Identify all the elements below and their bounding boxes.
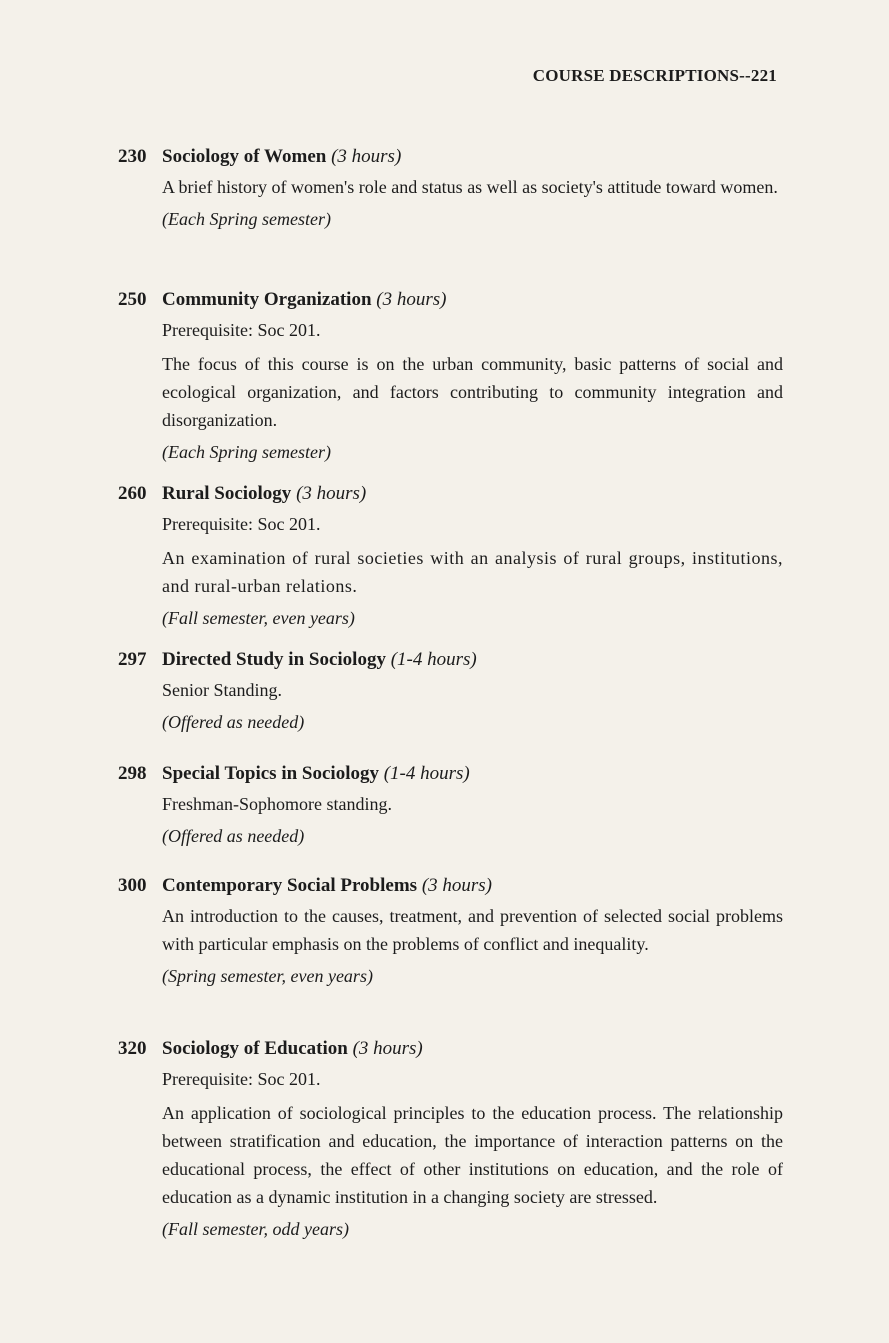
course-number: 297 (118, 649, 147, 670)
course-heading (118, 646, 783, 674)
course-offered: (Spring semester, even years) (162, 966, 373, 986)
course-description: An application of sociological principles to the education process. The relationship between stratification and education, the importance of interaction patterns on the educational process, the effect of other institutions on education, and the role of education as a dynamic institution in a changing society are stressed. (162, 1103, 783, 1207)
course-offered: (Each Spring semester) (162, 442, 331, 462)
course-offered: (Fall semester, odd years) (162, 1219, 349, 1239)
course-title: Sociology of Education (162, 1038, 348, 1059)
course-hours: (3 hours) (352, 1038, 423, 1059)
course-entry (118, 646, 783, 736)
course-title: Special Topics in Sociology (162, 763, 379, 784)
course-heading (118, 760, 783, 788)
course-prerequisite: Prerequisite: Soc 201. (162, 514, 321, 534)
course-offered: (Each Spring semester) (162, 209, 331, 229)
course-hours: (3 hours) (421, 875, 493, 896)
course-body (118, 316, 783, 466)
course-body (118, 902, 783, 990)
course-title: Sociology of Women (162, 146, 327, 167)
course-prerequisite: Prerequisite: Soc 201. (162, 1069, 321, 1089)
course-prerequisite: Prerequisite: Soc 201. (162, 320, 321, 340)
course-hours: (3 hours) (331, 146, 402, 167)
course-offered: (Offered as needed) (162, 826, 305, 846)
course-number: 298 (118, 763, 147, 784)
course-entry (118, 480, 783, 632)
course-heading (118, 1035, 783, 1063)
course-description: An examination of rural societies with an analysis of rural groups, institutions, and rural-urban relations. (162, 548, 783, 596)
course-number: 320 (118, 1038, 147, 1059)
course-description: The focus of this course is on the urban community, basic patterns of social and ecological organization, and factors contributing to community integration and disorganization. (162, 354, 783, 430)
course-description: A brief history of women's role and status as well as society's attitude toward women. (162, 177, 778, 197)
course-number: 300 (118, 875, 147, 896)
course-body (118, 510, 783, 632)
course-number: 230 (118, 146, 147, 167)
course-title: Directed Study in Sociology (162, 649, 386, 670)
course-prerequisite: Senior Standing. (162, 680, 282, 700)
course-entry (118, 1035, 783, 1243)
course-hours: (3 hours) (376, 289, 447, 310)
course-heading (118, 143, 783, 171)
course-body (118, 173, 783, 233)
course-entry (118, 286, 783, 466)
course-body (118, 1065, 783, 1243)
course-number: 260 (118, 483, 147, 504)
course-prerequisite: Freshman-Sophomore standing. (162, 794, 392, 814)
course-offered: (Offered as needed) (162, 712, 305, 732)
course-number: 250 (118, 289, 147, 310)
course-hours: (3 hours) (296, 483, 367, 504)
course-offered: (Fall semester, even years) (162, 608, 355, 628)
course-heading (118, 480, 783, 508)
course-entry (118, 872, 783, 990)
course-hours: (1-4 hours) (390, 649, 477, 670)
running-head: COURSE DESCRIPTIONS--221 (532, 66, 777, 85)
course-body (118, 676, 783, 736)
course-hours: (1-4 hours) (383, 763, 470, 784)
course-heading (118, 872, 783, 900)
course-entry (118, 143, 783, 233)
course-title: Contemporary Social Problems (162, 875, 418, 896)
course-description: An introduction to the causes, treatment, and prevention of selected social problems with particular emphasis on the problems of conflict and inequality. (162, 906, 783, 954)
course-entry (118, 760, 783, 850)
course-body (118, 790, 783, 850)
course-title: Community Organization (162, 289, 372, 310)
course-heading (118, 286, 783, 314)
course-title: Rural Sociology (162, 483, 292, 504)
